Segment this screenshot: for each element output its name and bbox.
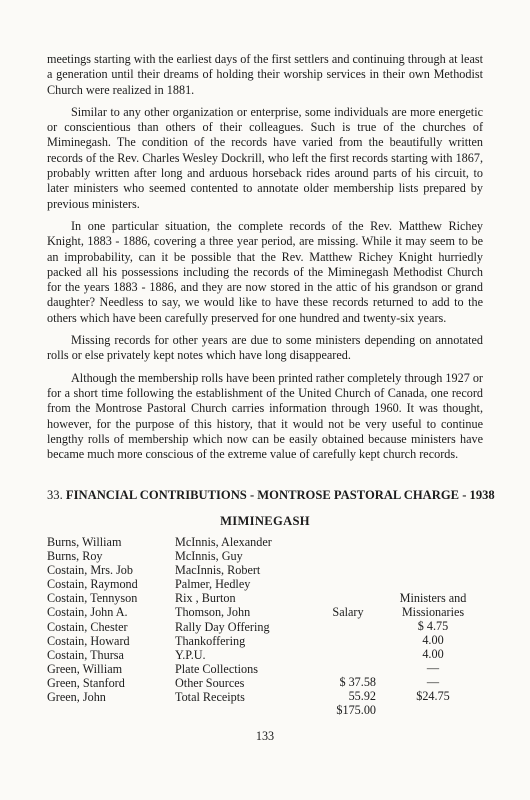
list-item: Costain, Thursa [47, 647, 124, 662]
salary-values [310, 675, 376, 717]
salary-header: Salary [332, 605, 364, 619]
list-item: McInnis, Guy [175, 549, 243, 564]
list-item: Burns, Roy [47, 549, 103, 564]
ministers-header [388, 591, 478, 619]
paragraph: meetings starting with the earliest days of the first settlers and continuing through at least a generation until their dreams of holding their worship services in their own Methodist Church were realized in 1881. [47, 52, 483, 97]
table-cell: — [426, 661, 440, 676]
list-item: Burns, William [47, 535, 122, 549]
list-item: Costain, Mrs. Job [47, 563, 133, 578]
list-item: Costain, Howard [47, 633, 130, 648]
ministers-header-line: Ministers and [399, 591, 467, 605]
table-cell: $24.75 [416, 689, 450, 704]
names-column-1 [47, 535, 138, 704]
body-text [47, 52, 483, 469]
list-item: Green, Stanford [47, 675, 125, 690]
paragraph: Similar to any other organization or enterprise, some individuals are more energetic or conscientious than others of their colleagues. Such is true of the churches of Miminegash. The condition of the records have varied from the beautifully written records of the Rev. Charles Wesley Dockrill, who left the first records starting with 1867, probably written after long and arduous horseback rides around parts of his circuit, to later ministers who seemed contented to annotate older membership lists prepared by previous ministers. [47, 104, 483, 211]
paragraph: Although the membership rolls have been printed rather completely through 1927 or for a short time following the establishment of the United Church of Canada, one record from the Montrose Pastoral Church carries information through 1960. It was thought, however, for the purpose of this history, that it would not be very useful to continue lengthy rolls of membership which now can be easily obtained because ministers have became much more conscious of the extreme value of carefully kept church records. [47, 370, 483, 462]
list-item: Thomson, John [175, 605, 251, 620]
list-item: McInnis, Alexander [175, 535, 272, 549]
list-item: Rally Day Offering [175, 619, 270, 634]
table-cell: $ 4.75 [417, 619, 449, 633]
section-heading [47, 488, 495, 503]
list-item: MacInnis, Robert [175, 563, 261, 578]
list-item: Green, William [47, 661, 123, 676]
list-item: Thankoffering [175, 633, 246, 648]
section-subtitle: MIMINEGASH [220, 514, 310, 528]
list-item: Green, John [47, 690, 106, 705]
list-item: Total Receipts [175, 690, 245, 705]
list-item: Costain, John A. [47, 605, 128, 620]
names-column-2 [175, 535, 272, 704]
list-item: Rix , Burton [175, 591, 236, 606]
list-item: Costain, Tennyson [47, 591, 138, 606]
page-number: 133 [255, 729, 275, 743]
list-item: Other Sources [175, 675, 245, 690]
list-item: Costain, Chester [47, 619, 128, 634]
section-title: FINANCIAL CONTRIBUTIONS - MONTROSE PASTORAL CHARGE - 1938 [65, 488, 495, 502]
table-cell: 55.92 [348, 689, 376, 704]
table-cell: 4.00 [422, 647, 444, 662]
list-item: Plate Collections [175, 661, 258, 676]
ministers-header-line: Missionaries [401, 605, 465, 620]
paragraph: Missing records for other years are due to some ministers depending on annotated rolls or else privately kept notes which have long disappeared. [47, 333, 483, 363]
list-item: Palmer, Hedley [175, 577, 251, 592]
ministers-values [388, 619, 478, 704]
list-item: Y.P.U. [175, 647, 206, 662]
table-cell: — [426, 675, 440, 690]
section-number: 33. [47, 488, 63, 502]
paragraph: In one particular situation, the complete records of the Rev. Matthew Richey Knight, 1883 - 1886, covering a three year period, are missing. While it may seem to be an improbability, can it be possible that the Rev. Matthew Richey Knight hurriedly packed all his possessions including the records of the Miminegash Methodist Church for the years 1883 - 1886, and they are now stored in the attic of his grandson or grand daughter? Needless to say, we would like to have these records returned to add to the others which have been carefully preserved for one hundred and twenty-six years. [47, 218, 483, 325]
list-item: Costain, Raymond [47, 577, 138, 592]
table-cell: $ 37.58 [339, 675, 376, 689]
table-cell: 4.00 [422, 633, 444, 648]
table-cell: $175.00 [336, 703, 376, 718]
